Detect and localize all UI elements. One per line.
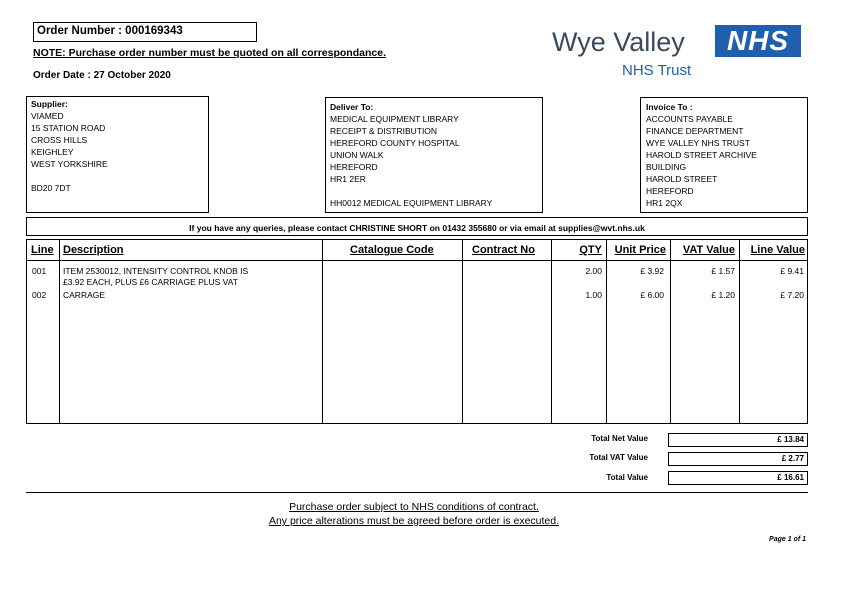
table-row-qty: 2.00 [585,266,602,276]
col-divider [606,239,607,424]
deliver-line: MEDICAL EQUIPMENT LIBRARY [330,114,459,124]
header-description: Description [63,244,124,256]
page-number: Page 1 of 1 [769,536,806,543]
supplier-line: BD20 7DT [31,183,71,193]
nhs-badge: NHS [715,25,801,57]
order-number-box [33,22,257,42]
header-unit-price: Unit Price [614,244,666,256]
header-qty: QTY [579,244,602,256]
deliver-line: RECEIPT & DISTRIBUTION [330,126,438,136]
table-row-vat-value: £ 1.20 [711,290,735,300]
deliver-line: HH0012 MEDICAL EQUIPMENT LIBRARY [330,198,493,208]
total-vat-label: Total VAT Value [589,453,648,462]
table-row-description [63,290,105,301]
col-divider [739,239,740,424]
contact-text: If you have any queries, please contact CHRISTINE SHORT on 01432 355680 or via email at supplies@wvt.nhs.uk [189,223,645,233]
order-date: Order Date : 27 October 2020 [33,70,171,81]
table-header-rule [26,260,808,261]
col-divider [322,239,323,424]
invoice-title: Invoice To : [646,102,693,112]
total-net-label: Total Net Value [591,434,648,443]
col-divider [670,239,671,424]
supplier-line [31,170,204,182]
deliver-title: Deliver To: [330,102,374,112]
invoice-address [646,113,802,209]
invoice-line: ACCOUNTS PAYABLE [646,114,733,124]
supplier-line: VIAMED [31,111,64,121]
total-net-value: £ 13.84 [668,433,808,447]
contact-bar [26,217,808,236]
supplier-line: 15 STATION ROAD [31,123,106,133]
table-row-vat-value: £ 1.57 [711,266,735,276]
footer-terms-line-2: Any price alterations must be agreed before order is executed. [268,515,560,527]
invoice-line: HAROLD STREET [646,174,718,184]
order-note: NOTE: Purchase order number must be quoted on all correspondance. [33,47,386,59]
table-row-description [63,266,248,288]
header-vat-value: VAT Value [682,244,735,256]
supplier-title: Supplier: [31,99,68,109]
supplier-address [31,110,204,194]
invoice-line: HAROLD STREET ARCHIVE [646,150,757,160]
invoice-line: HEREFORD [646,186,694,196]
deliver-box [325,97,543,213]
footer-terms-line-1: Purchase order subject to NHS conditions of contract. [289,501,539,513]
deliver-line: HR1 2ER [330,174,366,184]
header-line-value: Line Value [750,244,805,256]
table-row-unit-price: £ 3.92 [640,266,664,276]
col-divider [551,239,552,424]
col-divider [462,239,463,424]
table-row-line: 001 [32,266,47,276]
description-line: ITEM 2530012, INTENSITY CONTROL KNOB IS [63,266,249,276]
total-value: £ 16.61 [668,471,808,485]
supplier-line: KEIGHLEY [31,147,74,157]
invoice-box [640,97,808,213]
header-line: Line [31,244,54,256]
table-row-line: 002 [32,290,47,300]
order-number: Order Number : 000169343 [37,25,183,37]
invoice-line: BUILDING [646,162,687,172]
table-row-qty: 1.00 [585,290,602,300]
total-vat-value: £ 2.77 [668,452,808,466]
deliver-line: UNION WALK [330,150,384,160]
header-contract-no: Contract No [472,244,535,256]
description-line: CARRAGE [63,290,106,300]
table-row-line-value: £ 7.20 [780,290,804,300]
supplier-line: WEST YORKSHIRE [31,159,108,169]
footer-rule [26,492,808,493]
deliver-line: HEREFORD [330,162,378,172]
deliver-line [330,185,538,197]
header-catalogue-code: Catalogue Code [350,244,434,256]
table-row-line-value: £ 9.41 [780,266,804,276]
nhs-logo [552,24,802,84]
invoice-line: WYE VALLEY NHS TRUST [646,138,750,148]
logo-org-name: Wye Valley [552,27,685,57]
total-value-label: Total Value [606,473,648,482]
logo-trust-name: NHS Trust [622,62,692,79]
supplier-box [26,96,209,213]
invoice-line: HR1 2QX [646,198,683,208]
description-line: £3.92 EACH, PLUS £6 CARRIAGE PLUS VAT [63,277,238,287]
col-divider [59,239,60,424]
deliver-address [330,113,538,209]
invoice-line: FINANCE DEPARTMENT [646,126,744,136]
supplier-line: CROSS HILLS [31,135,88,145]
table-row-unit-price: £ 6.00 [640,290,664,300]
deliver-line: HEREFORD COUNTY HOSPITAL [330,138,460,148]
